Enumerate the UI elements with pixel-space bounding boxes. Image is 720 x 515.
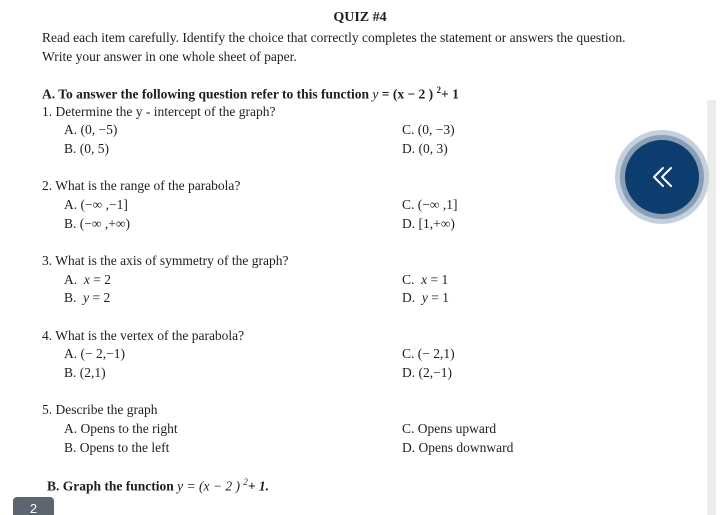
section-a-func-y: y bbox=[372, 86, 379, 102]
choice-letter: B. bbox=[64, 290, 77, 305]
question-5-choice-a: A. Opens to the right bbox=[64, 421, 178, 436]
section-b-heading bbox=[47, 478, 269, 493]
choice-letter: D. bbox=[402, 290, 416, 305]
question-5-choice-b: B. Opens to the left bbox=[64, 440, 170, 455]
question-2-choice-d: D. [1,+∞) bbox=[402, 216, 455, 231]
section-a-heading bbox=[42, 86, 459, 101]
section-b-func-tail: + 1. bbox=[247, 478, 270, 494]
choice-variable: x bbox=[421, 272, 428, 287]
question-4-choice-a: A. (− 2,−1) bbox=[64, 346, 125, 361]
question-2-choice-b: B. (−∞ ,+∞) bbox=[64, 216, 130, 231]
question-3-stem: 3. What is the axis of symmetry of the graph? bbox=[42, 253, 289, 268]
question-1-choice-c: C. (0, −3) bbox=[402, 122, 455, 137]
question-5-choice-c: C. Opens upward bbox=[402, 421, 497, 436]
choice-letter: A. bbox=[64, 272, 78, 287]
page-indicator[interactable]: 2 bbox=[13, 497, 54, 515]
back-button[interactable] bbox=[625, 140, 699, 214]
choice-variable: x bbox=[83, 272, 90, 287]
instructions-line-2: Write your answer in one whole sheet of paper. bbox=[42, 49, 297, 64]
instructions-line-1: Read each item carefully. Identify the choice that correctly completes the statement or answers the question. bbox=[42, 30, 626, 45]
section-a-heading-text: A. To answer the following question refer to this function bbox=[42, 86, 370, 102]
question-3-choice-b bbox=[64, 291, 110, 305]
question-4-choice-d: D. (2,−1) bbox=[402, 365, 452, 380]
choice-variable: y bbox=[83, 290, 90, 305]
question-3-choice-d bbox=[402, 291, 449, 305]
double-chevron-left-icon bbox=[648, 163, 676, 191]
choice-variable: y bbox=[421, 290, 428, 305]
section-a-func-body: = (x − 2 ) bbox=[378, 86, 434, 102]
question-2-choice-c: C. (−∞ ,1] bbox=[402, 197, 458, 212]
question-4-stem: 4. What is the vertex of the parabola? bbox=[42, 328, 245, 343]
question-1-choice-b: B. (0, 5) bbox=[64, 141, 109, 156]
choice-letter: C. bbox=[402, 272, 415, 287]
choice-value: = 2 bbox=[89, 290, 111, 305]
choice-value: = 1 bbox=[427, 272, 449, 287]
section-a-func-tail: + 1 bbox=[441, 86, 459, 102]
quiz-title: QUIZ #4 bbox=[333, 10, 387, 25]
choice-value: = 1 bbox=[427, 290, 449, 305]
question-1-choice-d: D. (0, 3) bbox=[402, 141, 448, 156]
question-4-choice-b: B. (2,1) bbox=[64, 365, 106, 380]
question-2-choice-a: A. (−∞ ,−1] bbox=[64, 197, 128, 212]
question-1-choice-a: A. (0, −5) bbox=[64, 122, 118, 137]
section-a-func-exponent: 2 bbox=[436, 85, 442, 95]
question-3-choice-c bbox=[402, 273, 448, 287]
question-3-choice-a bbox=[64, 273, 111, 287]
choice-value: = 2 bbox=[89, 272, 111, 287]
question-2-stem: 2. What is the range of the parabola? bbox=[42, 178, 241, 193]
section-b-heading-text: B. Graph the function bbox=[47, 478, 174, 494]
question-5-choice-d: D. Opens downward bbox=[402, 440, 514, 455]
section-b-func-body: y = (x − 2 ) bbox=[177, 478, 240, 494]
question-1-stem: 1. Determine the y - intercept of the graph? bbox=[42, 104, 276, 119]
section-b-func-exponent: 2 bbox=[243, 477, 248, 487]
question-4-choice-c: C. (− 2,1) bbox=[402, 346, 455, 361]
vertical-scrollbar[interactable] bbox=[707, 100, 716, 515]
question-5-stem: 5. Describe the graph bbox=[42, 402, 158, 417]
